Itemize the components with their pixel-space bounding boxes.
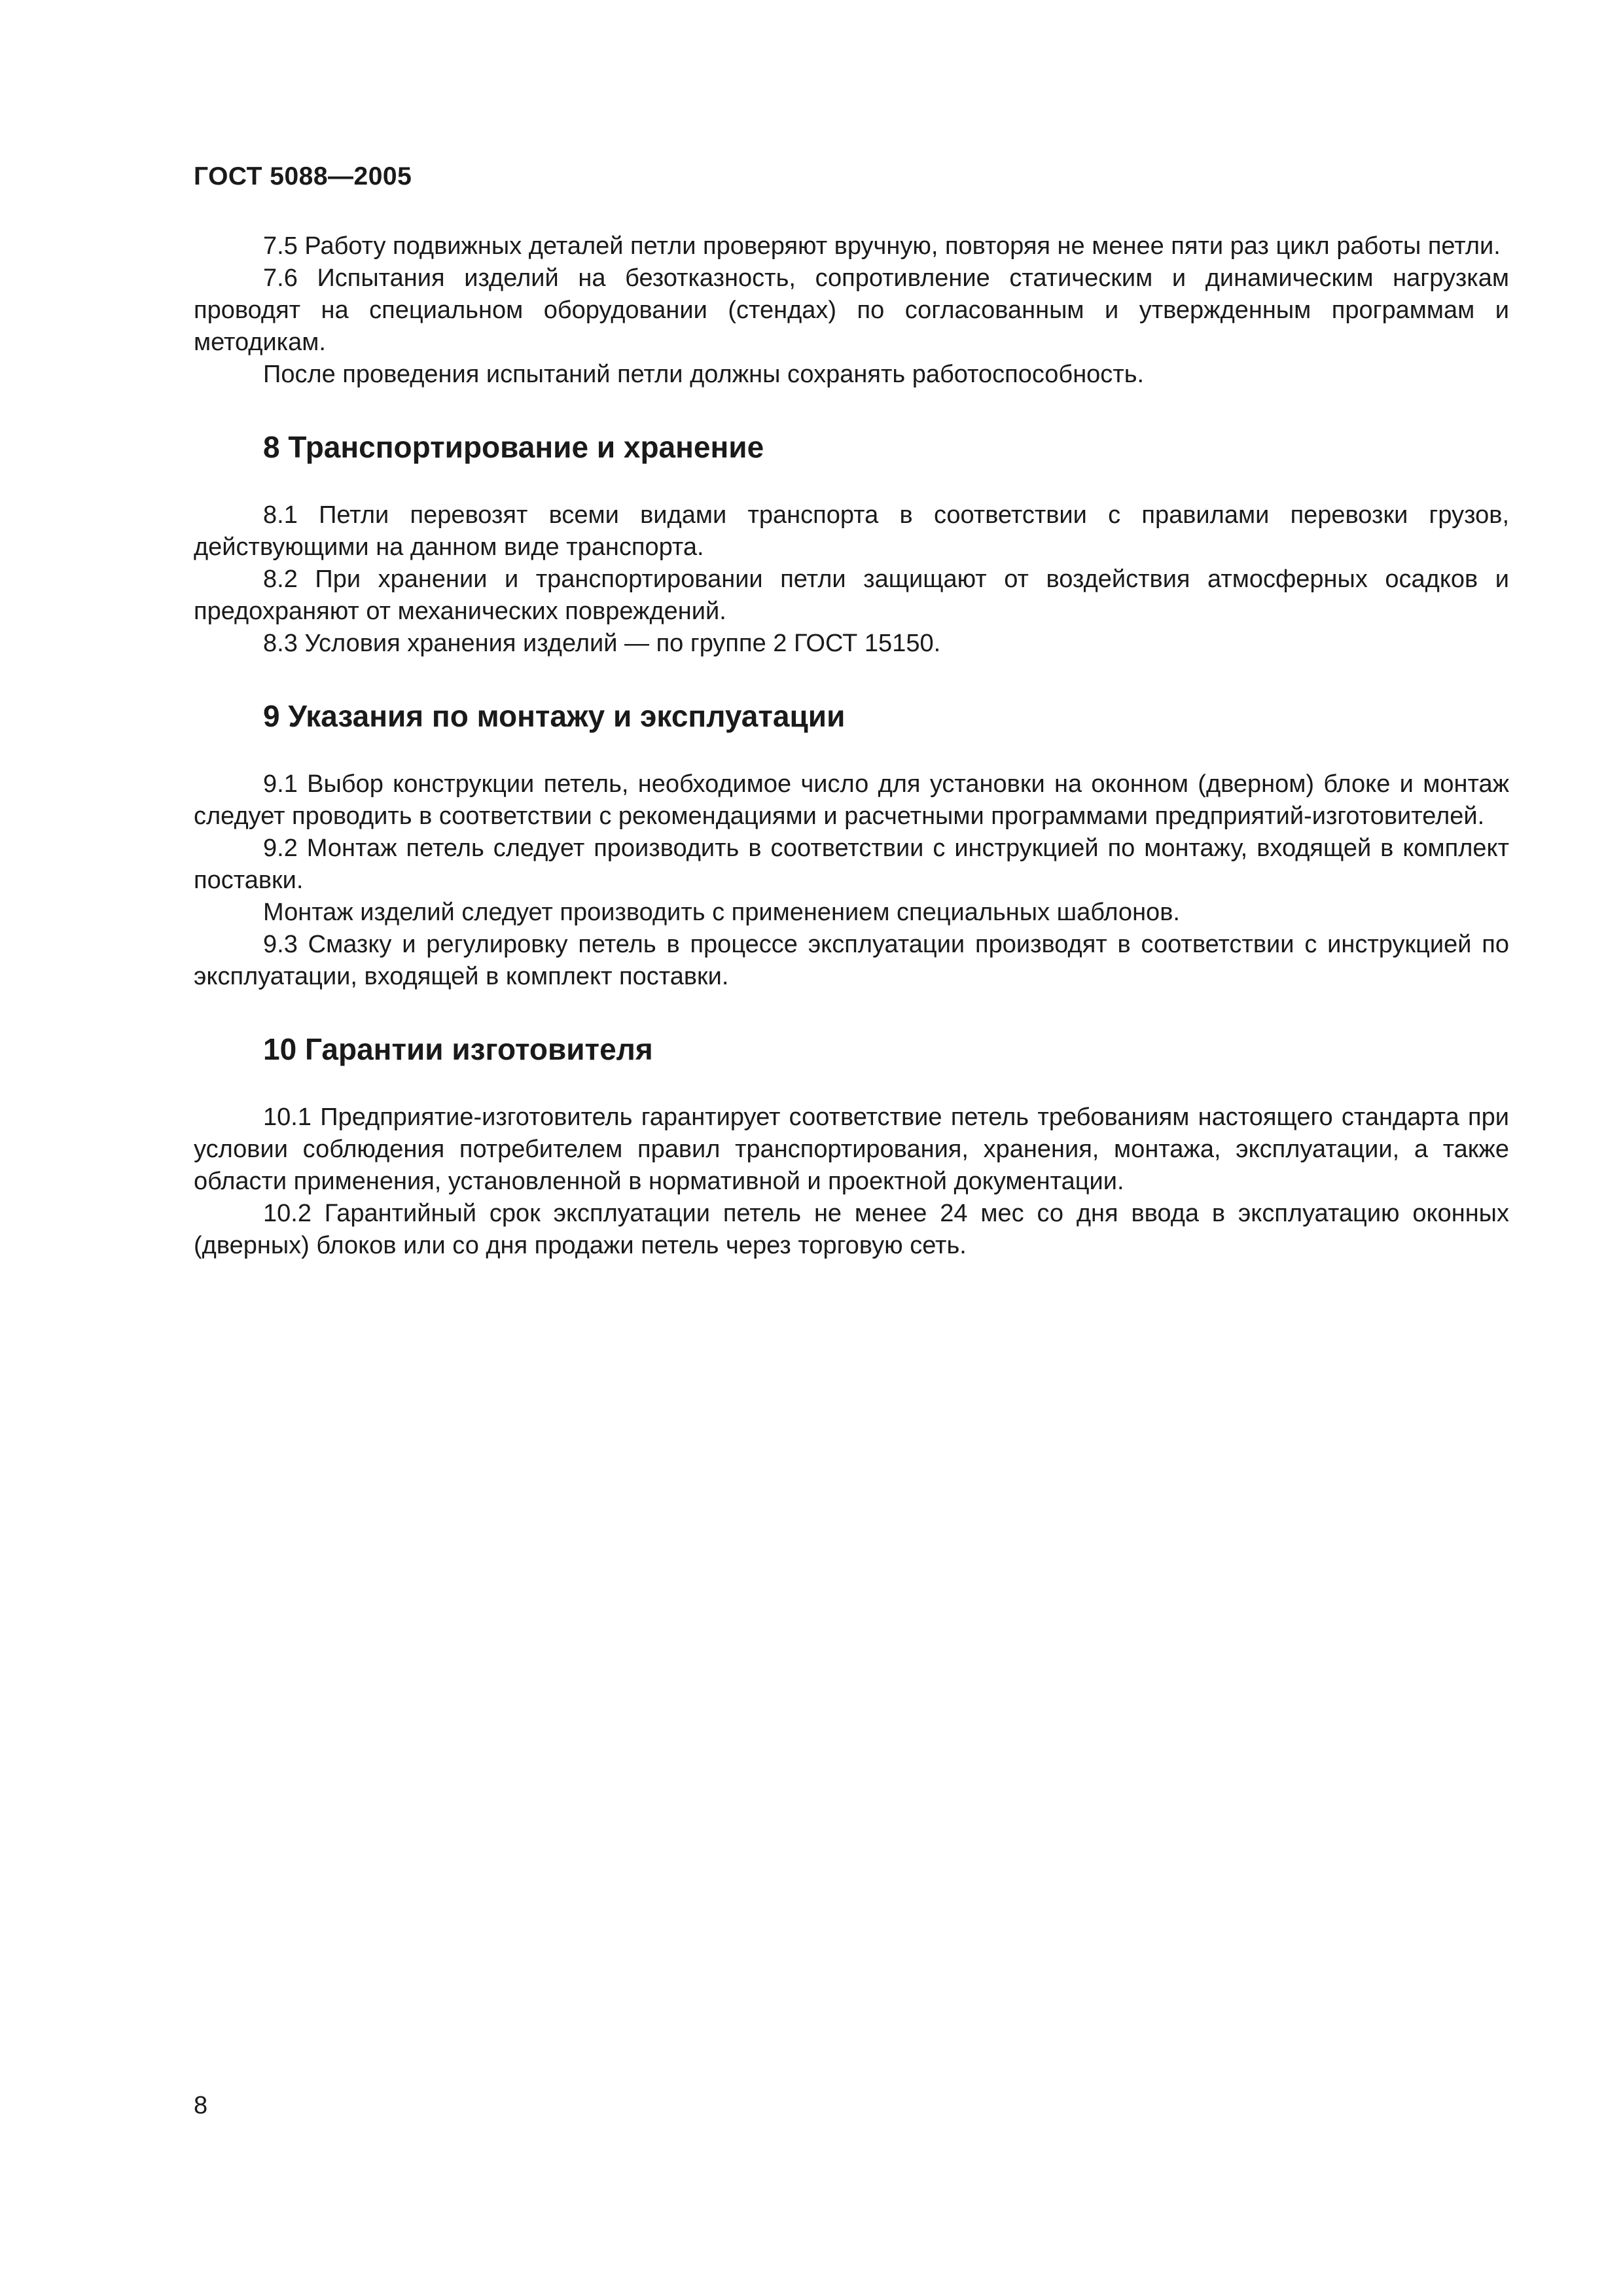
paragraph-9-1: 9.1 Выбор конструкции петель, необходимое число для установки на оконном (дверном) блоке и монтаж следует проводить в соответствии с рекомендациями и расчетными программами предприятий-изготовителей.: [194, 770, 1509, 830]
paragraph-7-6: 7.6 Испытания изделий на безотказность, сопротивление статическим и динамическим нагрузкам проводят на специальном оборудовании (стендах) по согласованным и утвержденным программам и методикам.: [194, 264, 1509, 356]
paragraph-8-3: 8.3 Условия хранения изделий — по группе 2 ГОСТ 15150.: [263, 630, 941, 657]
section-9-title: 9 Указания по монтажу и эксплуатации: [263, 699, 846, 733]
paragraph-8-2: 8.2 При хранении и транспортировании петли защищают от воздействия атмосферных осадков и предохраняют от механических повреждений.: [194, 565, 1509, 625]
page-number: 8: [194, 2092, 208, 2119]
section-8-title: 8 Транспортирование и хранение: [263, 430, 764, 464]
paragraph-9-2: 9.2 Монтаж петель следует производить в соответствии с инструкцией по монтажу, входящей в комплект поставки.: [194, 834, 1509, 894]
section-8: [194, 429, 1509, 660]
section-7-tail: [194, 230, 1509, 391]
section-9: [194, 698, 1509, 993]
section-10: [194, 1031, 1509, 1262]
paragraph-7-5: 7.5 Работу подвижных деталей петли проверяют вручную, повторяя не менее пяти раз цикл работы петли.: [263, 232, 1501, 260]
document-body: [194, 230, 1509, 1262]
paragraph-9-2-note: Монтаж изделий следует производить с применением специальных шаблонов.: [263, 899, 1180, 926]
paragraph-8-1: 8.1 Петли перевозят всеми видами транспорта в соответствии с правилами перевозки грузов, действующими на данном виде транспорта.: [194, 501, 1509, 561]
section-10-title: 10 Гарантии изготовителя: [263, 1032, 653, 1066]
paragraph-10-1: 10.1 Предприятие-изготовитель гарантирует соответствие петель требованиям настоящего стандарта при условии соблюдения потребителем правил транспортирования, хранения, монтажа, эксплуатации, а также области применения, установленной в нормативной и проектной документации.: [194, 1103, 1509, 1195]
paragraph-7-6-note: После проведения испытаний петли должны сохранять работоспособность.: [263, 361, 1145, 388]
document-code-header: ГОСТ 5088—2005: [194, 162, 412, 190]
paragraph-9-3: 9.3 Смазку и регулировку петель в процессе эксплуатации производят в соответствии с инструкцией по эксплуатации, входящей в комплект поставки.: [194, 931, 1509, 990]
paragraph-10-2: 10.2 Гарантийный срок эксплуатации петель не менее 24 мес со дня ввода в эксплуатацию оконных (дверных) блоков или со дня продажи петель через торговую сеть.: [194, 1200, 1509, 1259]
